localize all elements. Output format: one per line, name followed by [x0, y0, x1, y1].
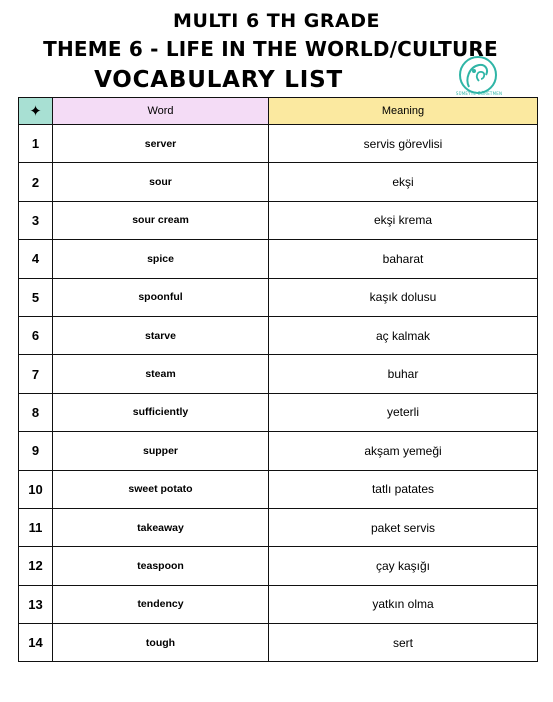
table-row — [19, 393, 538, 431]
row-meaning: buhar — [269, 355, 538, 393]
row-number: 1 — [19, 125, 53, 163]
row-meaning: çay kaşığı — [269, 547, 538, 585]
row-number: 12 — [19, 547, 53, 585]
star-icon: ✦ — [19, 98, 53, 125]
row-meaning: akşam yemeği — [269, 432, 538, 470]
row-word: spoonful — [53, 278, 269, 316]
row-word: teaspoon — [53, 547, 269, 585]
row-meaning: baharat — [269, 240, 538, 278]
row-word: tendency — [53, 585, 269, 623]
row-meaning: paket servis — [269, 508, 538, 546]
row-word: server — [53, 125, 269, 163]
table-header-row — [19, 98, 538, 125]
row-word: spice — [53, 240, 269, 278]
table-row — [19, 316, 538, 354]
row-number: 10 — [19, 470, 53, 508]
row-number: 14 — [19, 624, 53, 662]
table-row — [19, 470, 538, 508]
table-row — [19, 278, 538, 316]
row-word: sweet potato — [53, 470, 269, 508]
table-row — [19, 432, 538, 470]
table-row — [19, 163, 538, 201]
table-row — [19, 355, 538, 393]
logo-caption: SÜMEYYE ÖĞRETMEN — [455, 91, 503, 96]
row-meaning: aç kalmak — [269, 316, 538, 354]
row-number: 8 — [19, 393, 53, 431]
row-number: 11 — [19, 508, 53, 546]
table-row — [19, 508, 538, 546]
table-row — [19, 547, 538, 585]
vocabulary-table — [18, 97, 538, 662]
row-word: sour — [53, 163, 269, 201]
row-word: sufficiently — [53, 393, 269, 431]
row-number: 9 — [19, 432, 53, 470]
row-number: 13 — [19, 585, 53, 623]
row-word: tough — [53, 624, 269, 662]
header-meaning: Meaning — [269, 98, 538, 125]
row-number: 3 — [19, 201, 53, 239]
row-word: takeaway — [53, 508, 269, 546]
row-number: 4 — [19, 240, 53, 278]
row-number: 7 — [19, 355, 53, 393]
title-vocabulary: VOCABULARY LIST — [94, 67, 343, 93]
table-row — [19, 585, 538, 623]
row-meaning: ekşi krema — [269, 201, 538, 239]
table-row — [19, 240, 538, 278]
row-number: 2 — [19, 163, 53, 201]
row-word: starve — [53, 316, 269, 354]
table-row — [19, 201, 538, 239]
row-meaning: ekşi — [269, 163, 538, 201]
row-word: sour cream — [53, 201, 269, 239]
row-meaning: yeterli — [269, 393, 538, 431]
table-row — [19, 624, 538, 662]
row-number: 6 — [19, 316, 53, 354]
row-meaning: yatkın olma — [269, 585, 538, 623]
row-meaning: sert — [269, 624, 538, 662]
header-word: Word — [53, 98, 269, 125]
table-row — [19, 125, 538, 163]
row-number: 5 — [19, 278, 53, 316]
title-theme: THEME 6 - LIFE IN THE WORLD/CULTURE — [43, 37, 498, 61]
row-meaning: tatlı patates — [269, 470, 538, 508]
row-word: steam — [53, 355, 269, 393]
row-meaning: kaşık dolusu — [269, 278, 538, 316]
row-meaning: servis görevlisi — [269, 125, 538, 163]
row-word: supper — [53, 432, 269, 470]
title-grade: MULTI 6 TH GRADE — [173, 10, 380, 32]
